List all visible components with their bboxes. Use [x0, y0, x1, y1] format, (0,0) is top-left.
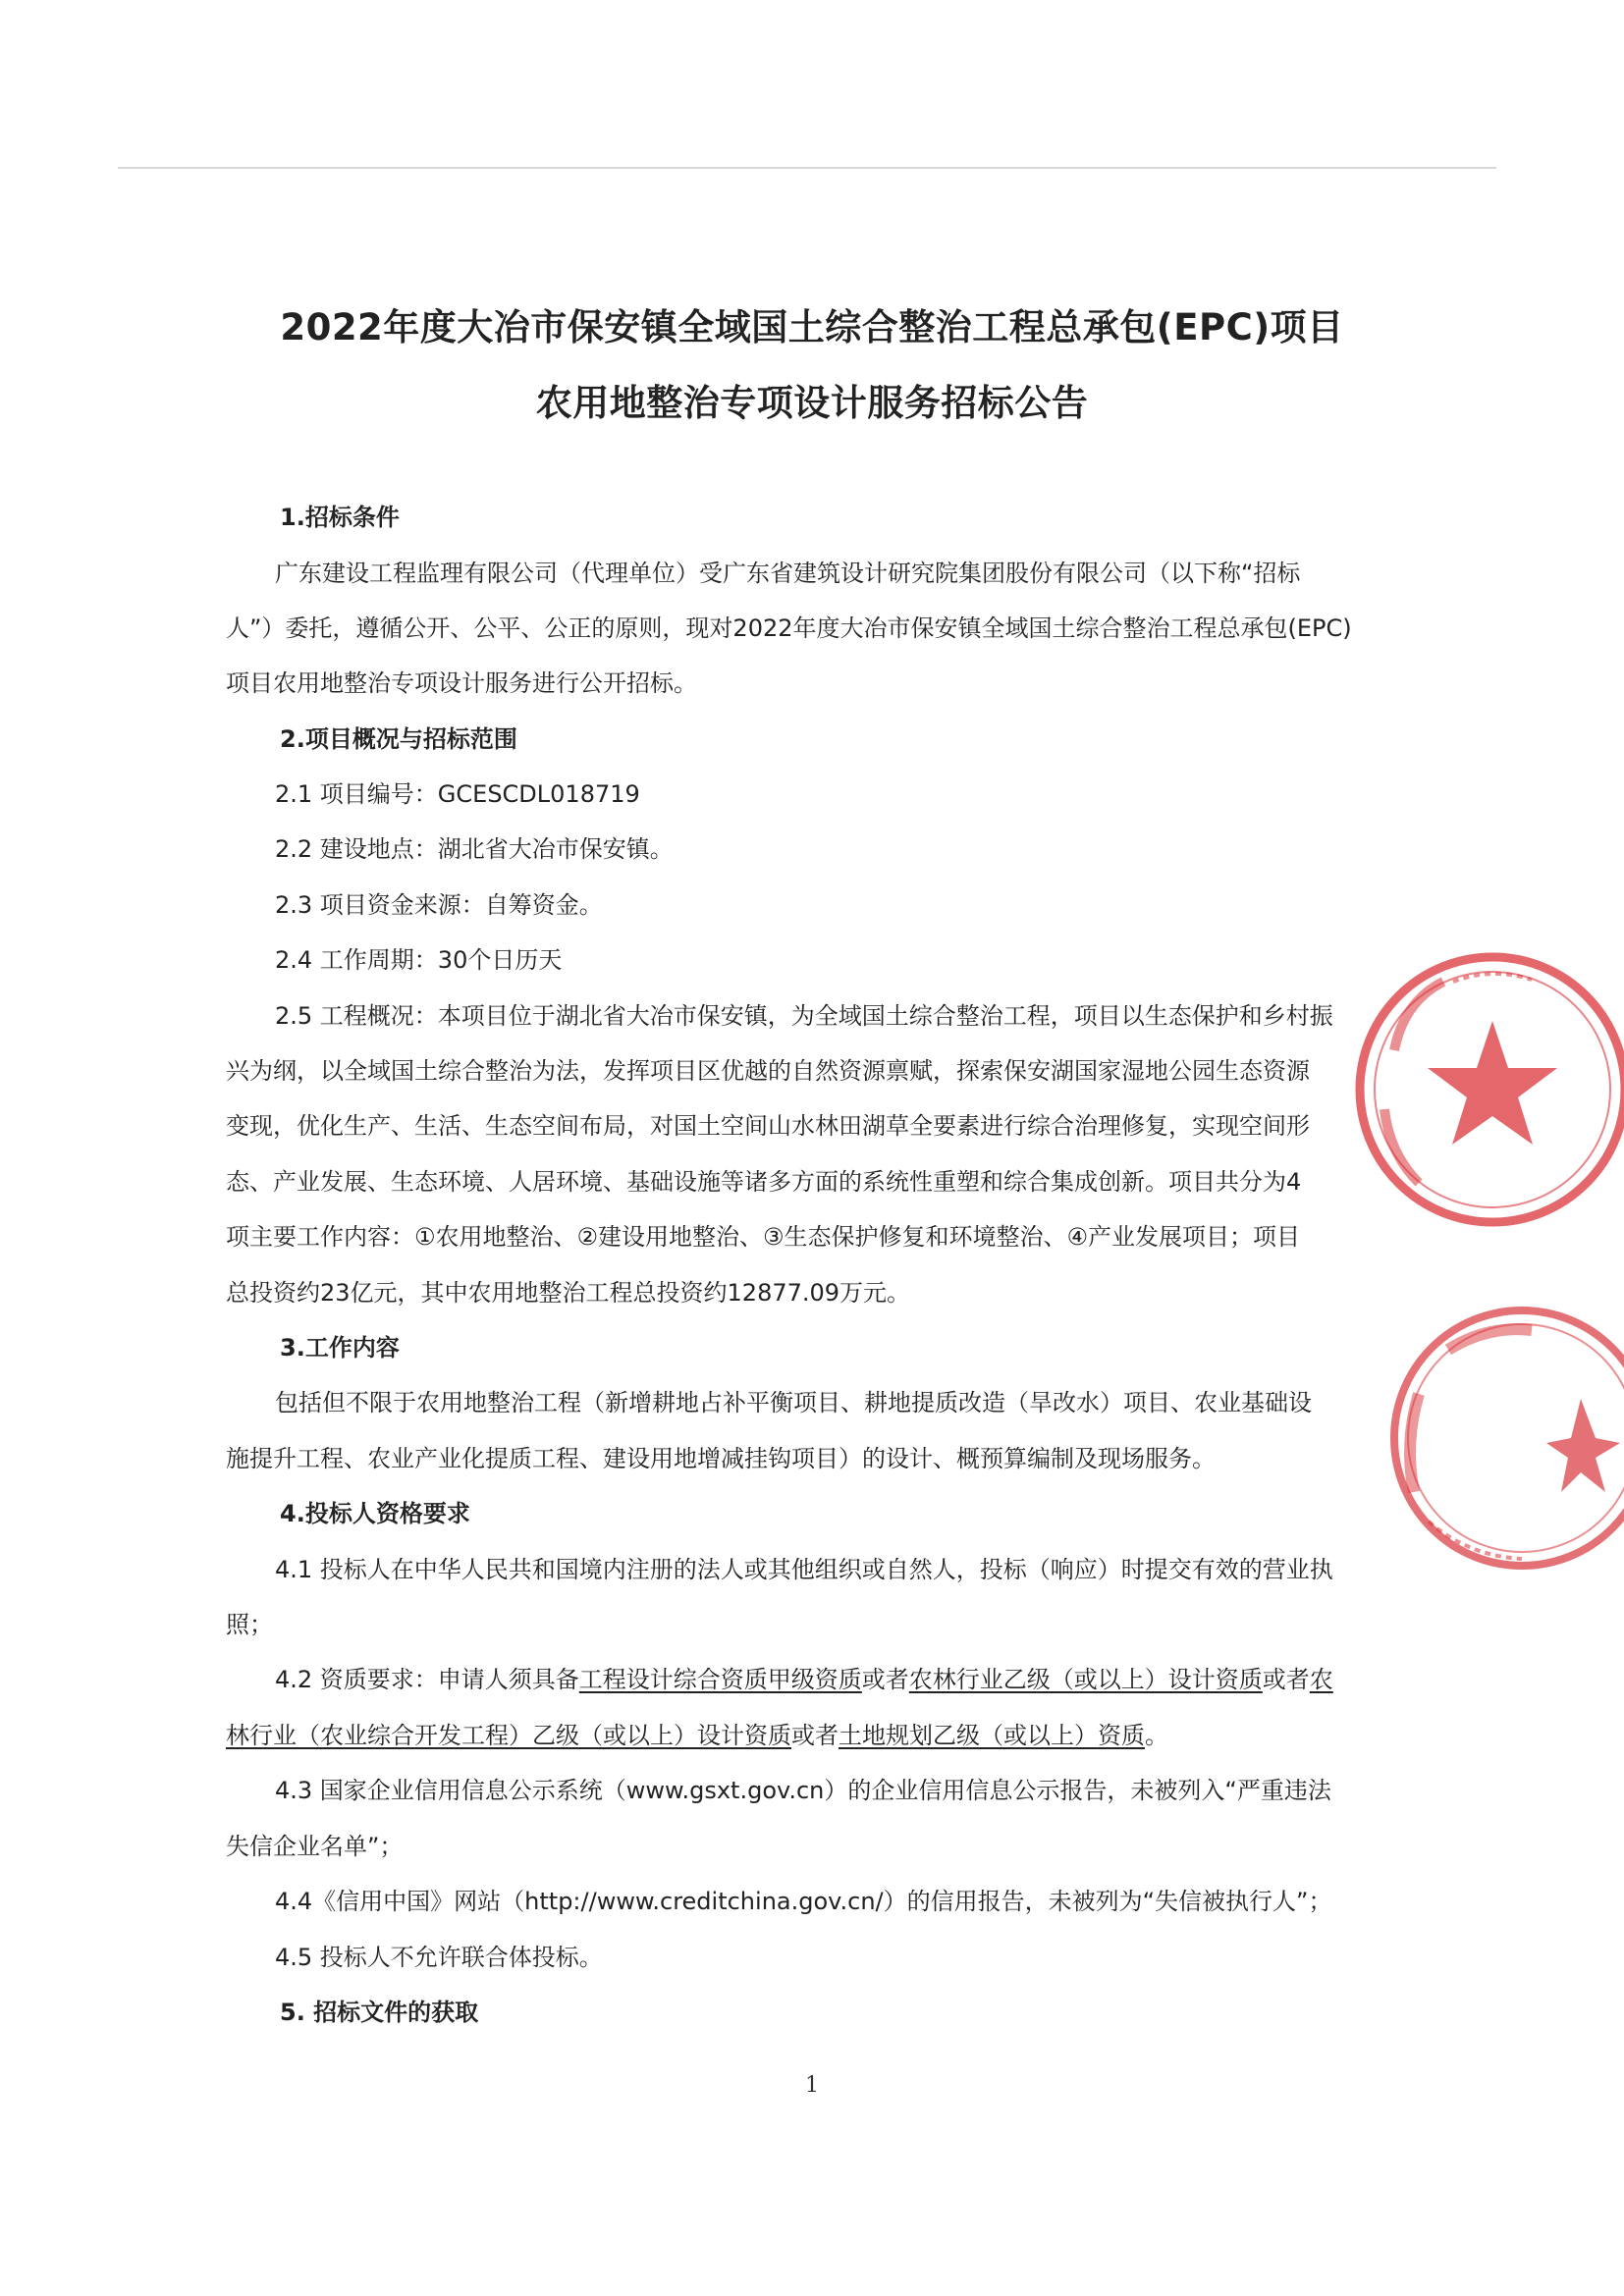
- paragraph-line: 4.3 国家企业信用信息公示系统（www.gsxt.gov.cn）的企业信用信息公示报告，未被列入“严重违法: [275, 1777, 1331, 1804]
- construction-site: 2.2 建设地点：湖北省大冶市保安镇。: [275, 835, 674, 863]
- paragraph-line: 广东建设工程监理有限公司（代理单位）受广东省建筑设计研究院集团股份有限公司（以下称“招标: [275, 560, 1301, 587]
- section-3-heading: 3.工作内容: [280, 1334, 400, 1362]
- section-5-heading: 5. 招标文件的获取: [280, 1999, 479, 2026]
- underlined-qualification: 土地规划乙级（或以上）资质: [839, 1722, 1145, 1749]
- text-span: 4.2 资质要求：申请人须具备: [275, 1666, 579, 1693]
- paragraph-line: 照；: [226, 1611, 273, 1638]
- underlined-qualification: 农: [1309, 1666, 1333, 1693]
- qualification-line: [275, 1664, 1389, 1695]
- paragraph-line: 2.5 工程概况：本项目位于湖北省大冶市保安镇，为全域国土综合整治工程，项目以生态保护和乡村振: [275, 1002, 1333, 1030]
- work-period: 2.4 工作周期：30个日历天: [275, 946, 563, 974]
- title-line-1: 2022年度大冶市保安镇全域国土综合整治工程总承包(EPC)项目: [280, 306, 1344, 348]
- paragraph-line: 兴为纲，以全域国土综合整治为法，发挥项目区优越的自然资源禀赋，探索保安湖国家湿地公园生态资源: [226, 1057, 1310, 1085]
- paragraph-line: 项目农用地整治专项设计服务进行公开招标。: [226, 669, 697, 697]
- section-1-heading: 1.招标条件: [280, 504, 400, 531]
- underlined-qualification: 林行业（农业综合开发工程）乙级（或以上）设计资质: [226, 1722, 791, 1749]
- section-2-heading: 2.项目概况与招标范围: [280, 725, 517, 753]
- paragraph-line: 4.4《信用中国》网站（http://www.creditchina.gov.cn/）的信用报告，未被列为“失信被执行人”；: [275, 1888, 1332, 1915]
- funding-source: 2.3 项目资金来源：自筹资金。: [275, 891, 603, 919]
- header-rule: [118, 167, 1496, 169]
- text-span: 或者: [861, 1666, 909, 1693]
- paragraph-line: 总投资约23亿元，其中农用地整治工程总投资约12877.09万元。: [226, 1279, 911, 1307]
- text-span: 或者: [791, 1722, 839, 1749]
- paragraph-line: 4.1 投标人在中华人民共和国境内注册的法人或其他组织或自然人，投标（响应）时提交有效的营业执: [275, 1556, 1333, 1583]
- paragraph-line: 施提升工程、农业产业化提质工程、建设用地增减挂钩项目）的设计、概预算编制及现场服务。: [226, 1445, 1216, 1472]
- paragraph-line: 人”）委托，遵循公开、公平、公正的原则，现对2022年度大冶市保安镇全域国土综合整治工程总承包(EPC): [226, 614, 1352, 642]
- page-number: 1: [805, 2073, 819, 2098]
- paragraph-line: 4.5 投标人不允许联合体投标。: [275, 1944, 603, 1971]
- paragraph-line: 态、产业发展、生态环境、人居环境、基础设施等诸多方面的系统性重塑和综合集成创新。项目共分为4: [226, 1168, 1302, 1196]
- section-4-heading: 4.投标人资格要求: [280, 1500, 470, 1527]
- paragraph-line: 项主要工作内容：①农用地整治、②建设用地整治、③生态保护修复和环境整治、④产业发展项目；项目: [226, 1223, 1301, 1251]
- text-span: 或者: [1262, 1666, 1310, 1693]
- paragraph-line: 变现，优化生产、生活、生态空间布局，对国土空间山水林田湖草全要素进行综合治理修复，实现空间形: [226, 1112, 1310, 1140]
- underlined-qualification: 工程设计综合资质甲级资质: [578, 1666, 862, 1693]
- text-span: 。: [1145, 1722, 1168, 1749]
- underlined-qualification: 农林行业乙级（或以上）设计资质: [908, 1666, 1263, 1693]
- title-line-2: 农用地整治专项设计服务招标公告: [535, 382, 1089, 424]
- paragraph-line: 失信企业名单”；: [226, 1833, 404, 1860]
- paragraph-line: 包括但不限于农用地整治工程（新增耕地占补平衡项目、耕地提质改造（旱改水）项目、农业基础设: [275, 1389, 1312, 1416]
- qualification-line: [226, 1720, 1389, 1751]
- project-number: 2.1 项目编号：GCESCDL018719: [275, 780, 640, 808]
